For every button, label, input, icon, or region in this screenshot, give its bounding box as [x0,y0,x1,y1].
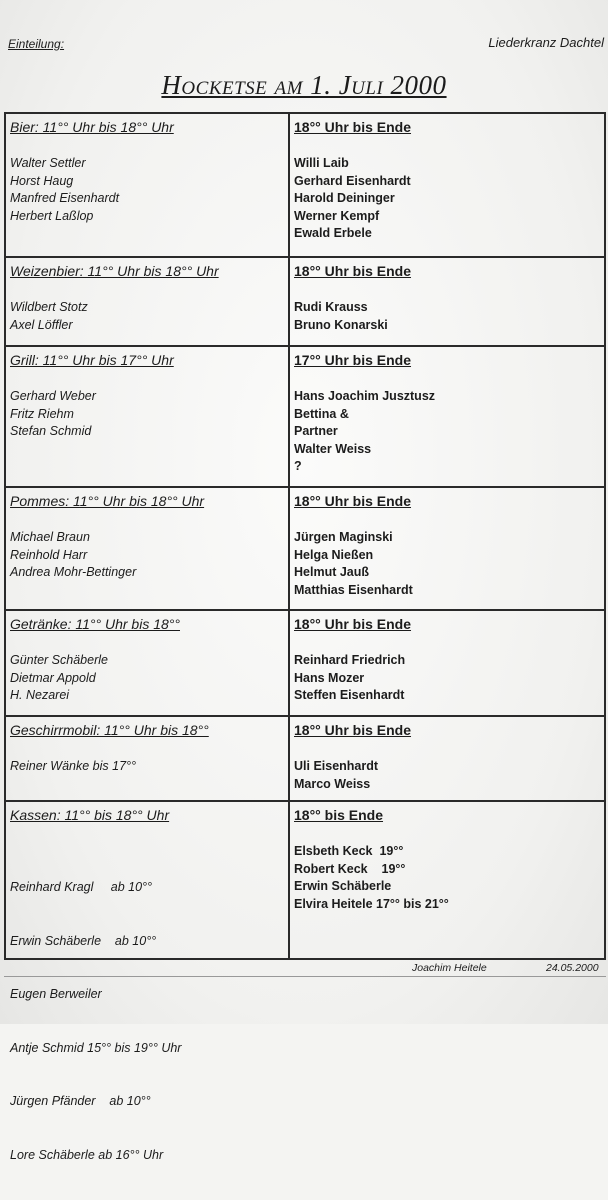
list-item: Herbert Laßlop [10,208,94,223]
einteilung-label: Einteilung: [8,37,65,51]
left-cell [10,258,282,334]
list-item: Steffen Eisenhardt [294,688,405,702]
left-cell [10,717,282,776]
list-item: Helmut Jauß [294,565,370,579]
list-item: Antje Schmid 15°° bis 19°° Uhr [10,1040,182,1055]
list-item: Uli Eisenhardt [294,759,379,773]
list-item: Jürgen Pfänder ab 10°° [10,1094,151,1108]
list-item: Michael Braun [10,530,90,544]
name-list [294,529,600,599]
list-item: Harold Deininger [294,191,395,205]
list-item: Dietmar Appold [10,670,96,685]
list-item: Reiner Wänke bis 17°° [10,759,137,773]
section-weizenbier [6,258,604,345]
list-item: Eugen Berweiler [10,987,102,1001]
list-item: Marco Weiss [294,776,371,791]
section-heading: Grill: 11°° Uhr bis 17°° Uhr [10,352,174,368]
list-item: Lore Schäberle ab 16°° Uhr [10,1147,164,1162]
section-heading: 18°° Uhr bis Ende [294,493,412,509]
section-heading: Geschirrmobil: 11°° Uhr bis 18°° [10,722,209,738]
document-date: 24.05.2000 [546,962,599,974]
list-item: Elsbeth Keck 19°° [294,844,404,858]
list-item: Axel Löffler [10,317,73,332]
list-item: Helga Nießen [294,547,374,562]
section-heading: 18°° Uhr bis Ende [294,616,412,632]
list-item: Günter Schäberle [10,653,108,667]
list-item: Manfred Eisenhardt [10,191,120,205]
list-item: Hans Mozer [294,670,365,685]
list-item: Horst Haug [10,173,74,188]
list-item: ? [294,459,302,473]
section-heading: 18°° Uhr bis Ende [294,722,412,738]
section-heading: 18°° Uhr bis Ende [294,263,412,279]
section-getraenke [6,611,604,715]
section-heading: Weizenbier: 11°° Uhr bis 18°° Uhr [10,263,219,279]
list-item: Wildbert Stotz [10,300,88,314]
list-item: Fritz Riehm [10,406,74,421]
right-cell [294,717,600,793]
right-cell [294,347,600,476]
list-item: Stefan Schmid [10,424,92,438]
list-item: Gerhard Eisenhardt [294,173,411,188]
right-cell [294,802,600,913]
section-grill [6,347,604,486]
left-cell [10,488,282,582]
list-item: Elvira Heitele 17°° bis 21°° [294,896,449,911]
author-name: Joachim Heitele [412,962,487,974]
name-list [294,299,600,334]
list-item: Erwin Schäberle [294,879,392,893]
right-cell [294,611,600,705]
section-heading: Getränke: 11°° Uhr bis 18°° [10,616,180,632]
name-list [294,155,600,243]
list-item: Reinhard Kragl ab 10°° [10,880,153,894]
list-item: Reinhold Harr [10,547,88,562]
list-item: Hans Joachim Jusztusz [294,389,436,403]
name-list [10,155,282,225]
name-list [10,843,282,1200]
name-list [10,652,282,705]
list-item: Andrea Mohr-Bettinger [10,565,137,579]
list-item: Erwin Schäberle ab 10°° [10,933,157,948]
list-item: Partner [294,424,338,438]
left-cell [10,611,282,705]
name-list [10,529,282,582]
list-item: Robert Keck 19°° [294,861,406,876]
left-cell [10,347,282,441]
list-item: Bettina & [294,406,349,421]
footer-divider [4,976,606,977]
section-heading: Kassen: 11°° bis 18°° Uhr [10,807,170,823]
name-list [10,758,282,776]
list-item: H. Nezarei [10,688,70,702]
name-list [294,388,600,476]
list-item: Ewald Erbele [294,226,372,240]
section-heading: Pommes: 11°° Uhr bis 18°° Uhr [10,493,205,509]
list-item: Werner Kempf [294,208,380,223]
section-heading: 18°° bis Ende [294,807,384,823]
page-title: Hocketse am 1. Juli 2000 [161,70,447,100]
name-list [294,843,600,913]
section-heading: 17°° Uhr bis Ende [294,352,412,368]
list-item: Walter Settler [10,156,86,170]
name-list [10,299,282,334]
right-cell [294,114,600,243]
right-cell [294,258,600,334]
section-heading: Bier: 11°° Uhr bis 18°° Uhr [10,119,174,135]
list-item: Bruno Konarski [294,317,388,332]
section-geschirrmobil [6,717,604,800]
name-list [294,758,600,793]
name-list [10,388,282,441]
list-item: Jürgen Maginski [294,530,393,544]
club-name: Liederkranz Dachtel [488,35,604,50]
right-cell [294,488,600,599]
list-item: Gerhard Weber [10,389,96,403]
name-list [294,652,600,705]
list-item: Rudi Krauss [294,300,368,314]
left-cell [10,114,282,225]
list-item: Willi Laib [294,156,349,170]
list-item: Reinhard Friedrich [294,653,406,667]
section-heading: 18°° Uhr bis Ende [294,119,412,135]
section-pommes [6,488,604,609]
section-bier [6,114,604,256]
left-cell [10,802,282,1200]
list-item: Matthias Eisenhardt [294,582,413,597]
list-item: Walter Weiss [294,441,372,456]
